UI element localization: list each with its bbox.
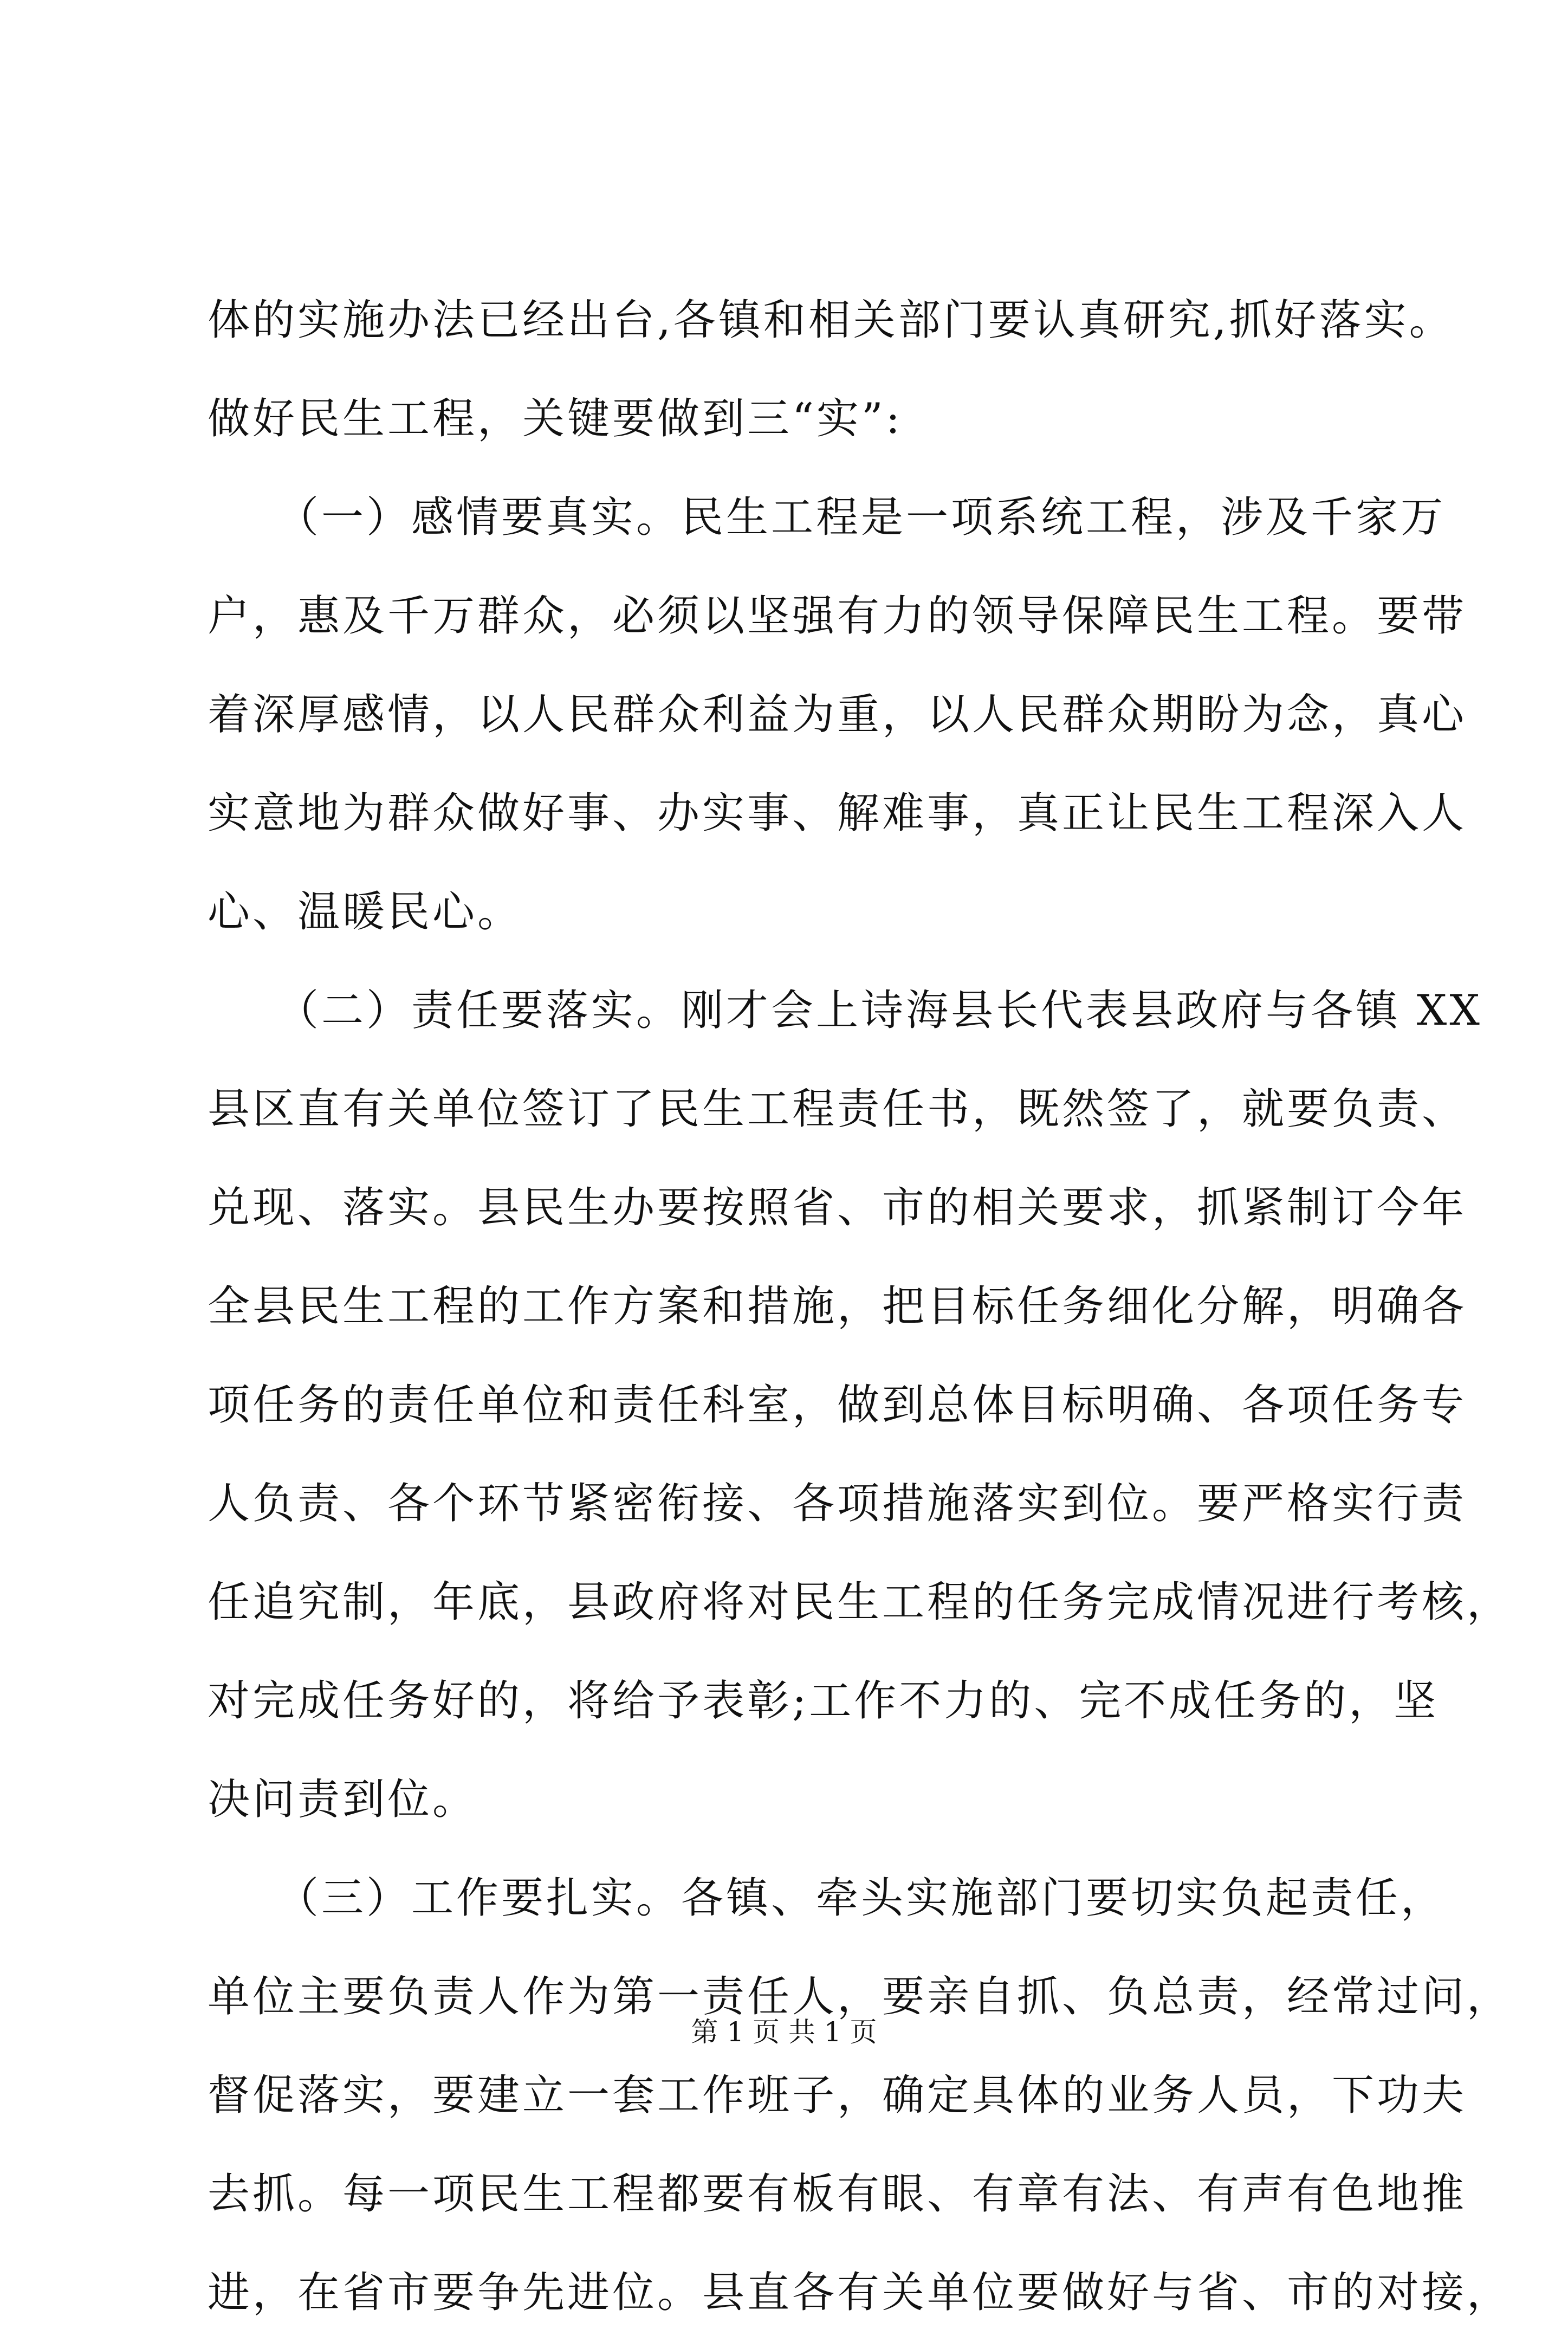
text-line: 着深厚感情，以人民群众利益为重，以人民群众期盼为念，真心: [208, 690, 1467, 739]
text-line: 县区直有关单位签订了民生工程责任书，既然签了，就要负责、: [208, 1085, 1467, 1134]
text-line: 兑现、落实。县民生办要按照省、市的相关要求，抓紧制订今年: [208, 1183, 1467, 1232]
text-line: 对完成任务好的，将给予表彰;工作不力的、完不成任务的，坚: [208, 1677, 1439, 1725]
text-line: 户，惠及千万群众，必须以坚强有力的领导保障民生工程。要带: [208, 592, 1467, 641]
text-line: 体的实施办法已经出台,各镇和相关部门要认真研究,抓好落实。: [208, 296, 1454, 345]
text-line: 心、温暖民心。: [208, 888, 523, 936]
text-line: （一）感情要真实。民生工程是一项系统工程，涉及千家万: [208, 493, 1446, 542]
text-line: 决问责到位。: [208, 1775, 478, 1824]
text-line: 任追究制，年底，县政府将对民生工程的任务完成情况进行考核，: [208, 1578, 1512, 1627]
text-line: （三）工作要扎实。各镇、牵头实施部门要切实负起责任，: [208, 1874, 1446, 1923]
text-line: 项任务的责任单位和责任科室，做到总体目标明确、各项任务专: [208, 1381, 1467, 1429]
text-line: 实意地为群众做好事、办实事、解难事，真正让民生工程深入人: [208, 789, 1467, 838]
text-line: 做好民生工程，关键要做到三“实”:: [208, 394, 903, 443]
page-footer: 第 1 页 共 1 页: [691, 2016, 877, 2048]
text-line: 进，在省市要争先进位。县直各有关单位要做好与省、市的对接，: [208, 2268, 1512, 2317]
text-line: 督促落实，要建立一套工作班子，确定具体的业务人员，下功夫: [208, 2071, 1467, 2120]
text-line: 全县民生工程的工作方案和措施，把目标任务细化分解，明确各: [208, 1282, 1467, 1331]
text-line: 人负责、各个环节紧密衔接、各项措施落实到位。要严格实行责: [208, 1479, 1467, 1528]
text-line: 去抓。每一项民生工程都要有板有眼、有章有法、有声有色地推: [208, 2170, 1467, 2218]
text-line: （二）责任要落实。刚才会上诗海县长代表县政府与各镇 XX: [208, 986, 1482, 1035]
text-line: 单位主要负责人作为第一责任人，要亲自抓、负总责，经常过问，: [208, 1972, 1512, 2021]
